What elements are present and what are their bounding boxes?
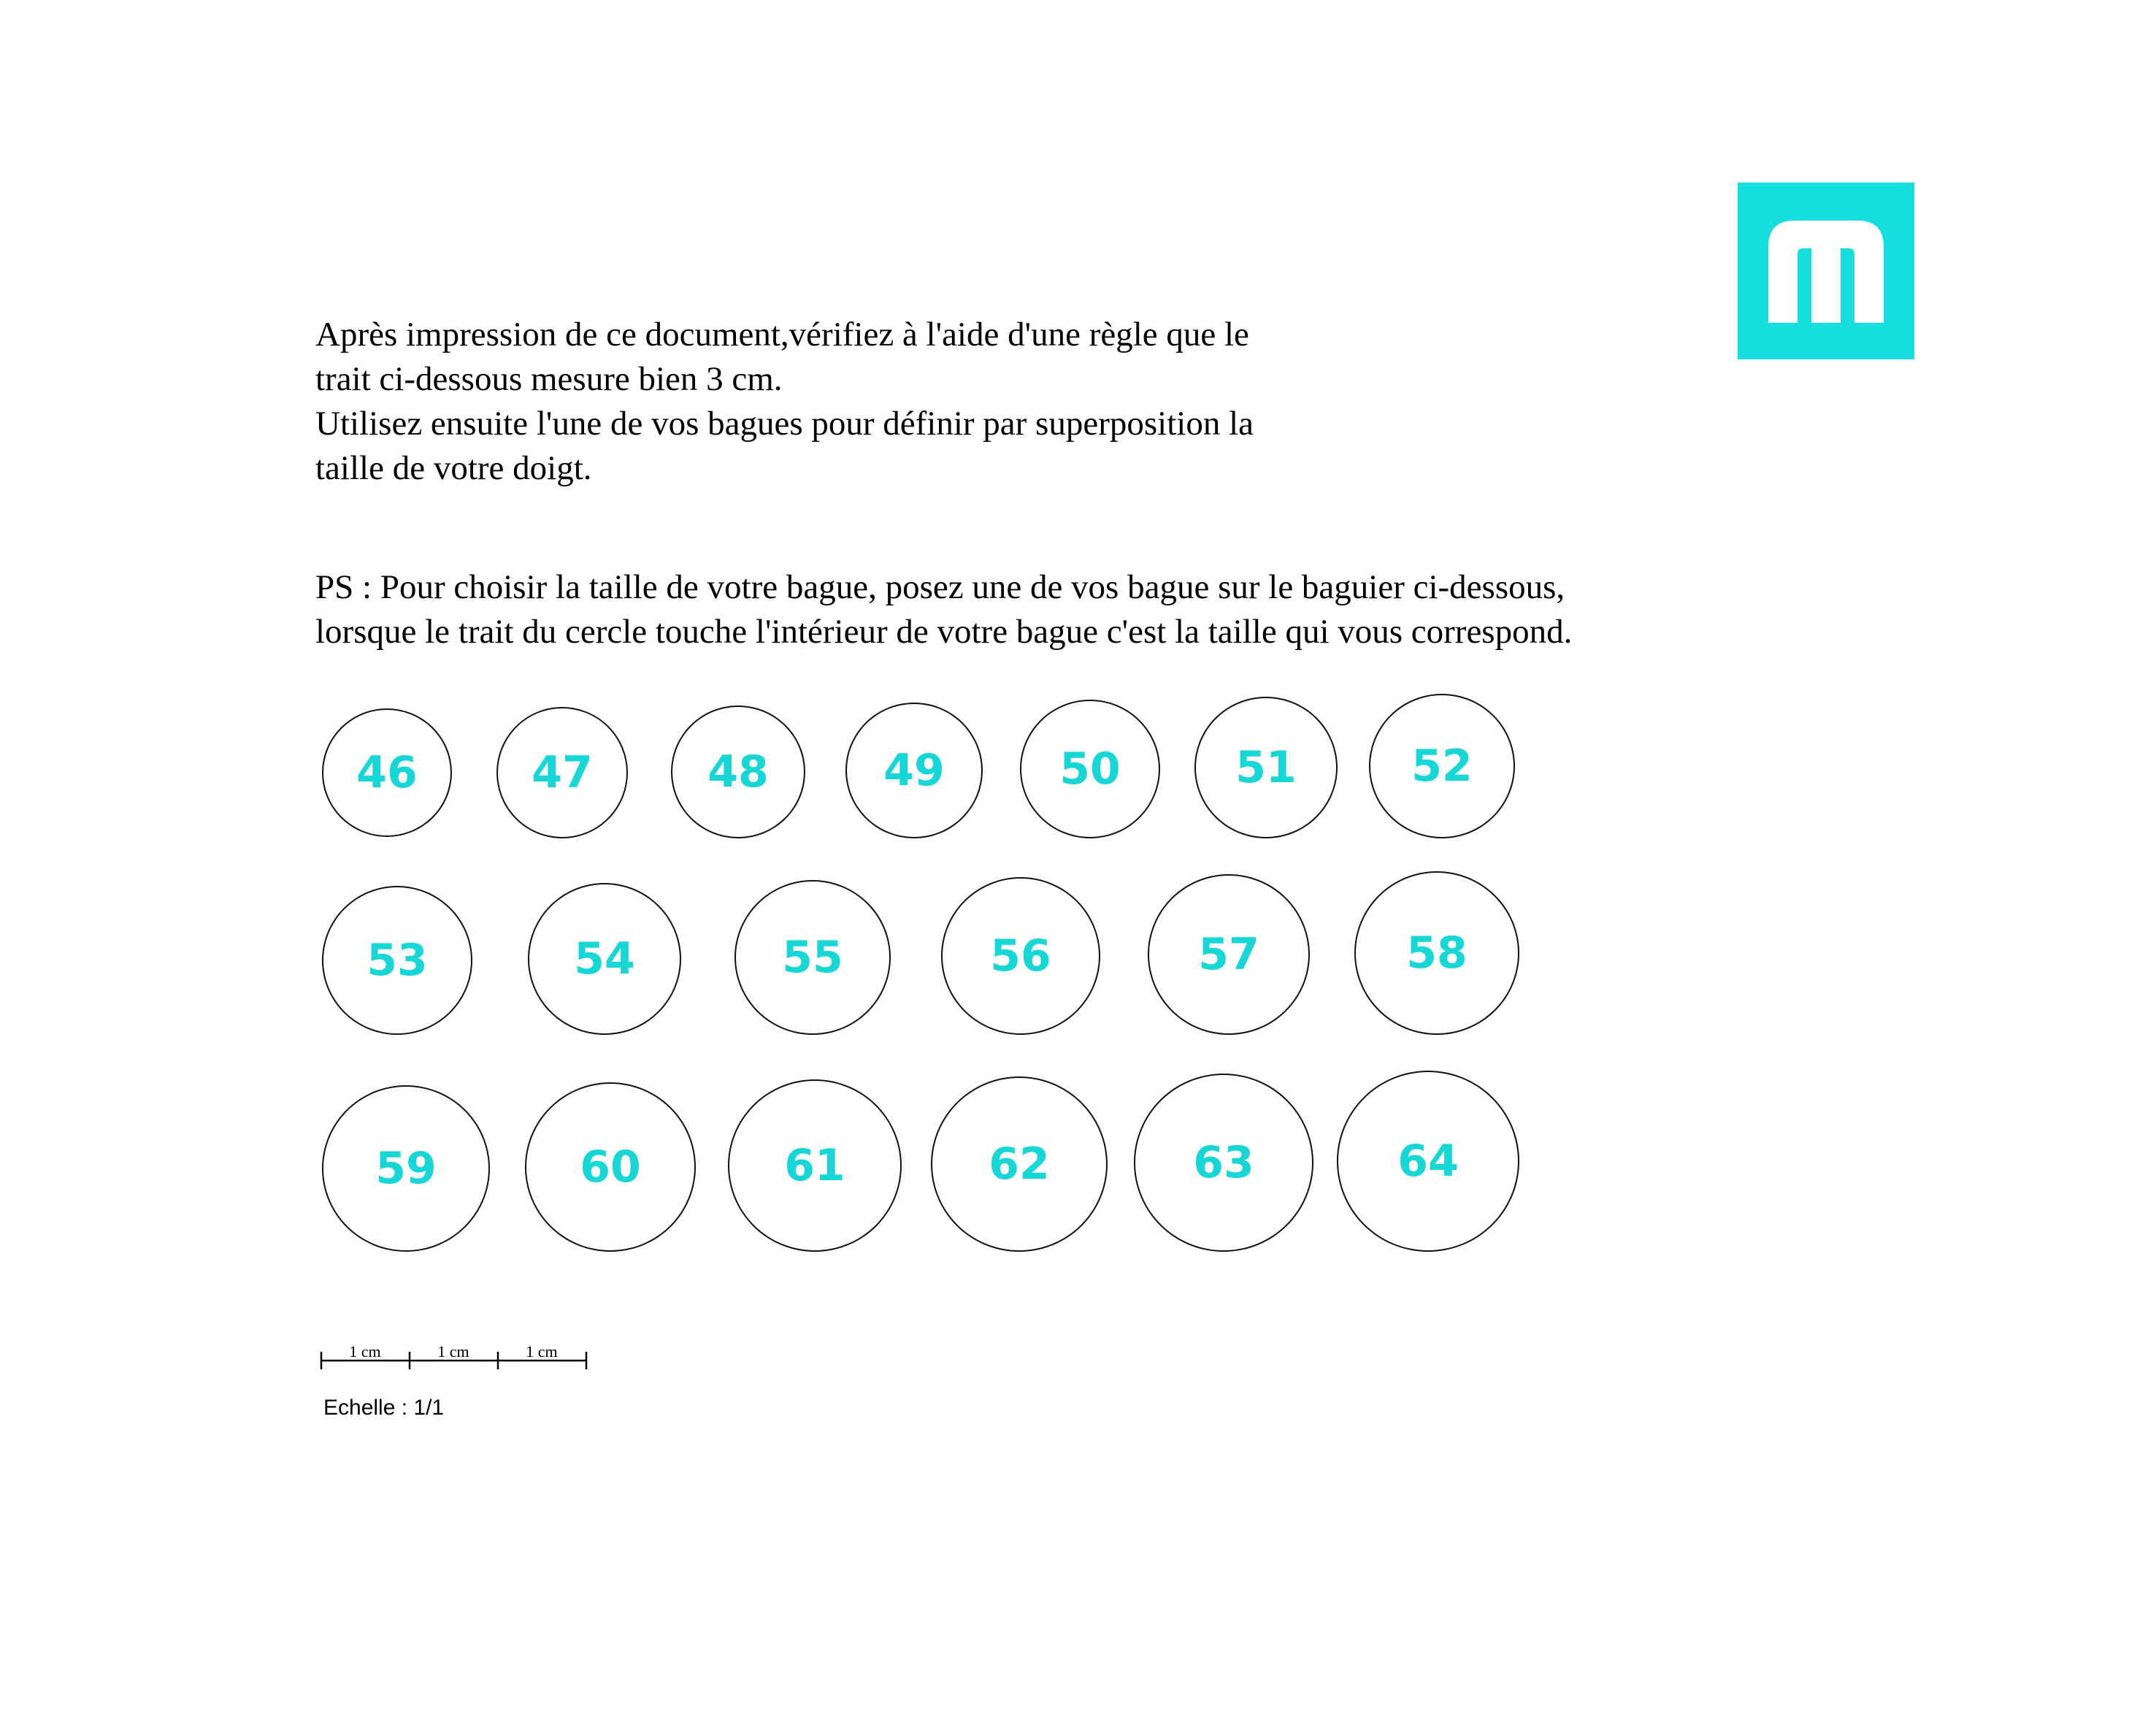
ring-size-56 — [941, 877, 1100, 1035]
ring-size-label: 49 — [883, 745, 945, 796]
ring-size-label: 51 — [1235, 742, 1297, 793]
scale-segment-label: 1 cm — [349, 1342, 381, 1361]
scale-caption: Echelle : 1/1 — [323, 1396, 445, 1420]
ring-size-51 — [1194, 697, 1338, 838]
ring-size-label: 62 — [989, 1139, 1050, 1190]
ring-size-59 — [322, 1085, 490, 1252]
ring-size-label: 57 — [1198, 929, 1259, 980]
ring-size-label: 52 — [1411, 741, 1473, 792]
ring-size-label: 61 — [784, 1140, 845, 1191]
ring-size-46 — [322, 708, 452, 837]
ring-size-label: 46 — [356, 747, 418, 798]
ring-size-55 — [734, 880, 891, 1035]
ring-size-53 — [322, 886, 472, 1035]
ring-size-60 — [525, 1082, 696, 1252]
ring-size-label: 58 — [1406, 927, 1468, 979]
ring-size-57 — [1148, 874, 1310, 1035]
ring-size-54 — [528, 883, 681, 1035]
ring-size-label: 54 — [574, 933, 635, 984]
ring-size-label: 56 — [990, 930, 1051, 982]
ring-size-label: 53 — [367, 935, 428, 986]
m-logo-icon — [1738, 183, 1914, 359]
ring-size-64 — [1337, 1071, 1519, 1252]
ring-size-49 — [845, 703, 983, 838]
ring-size-label: 64 — [1397, 1136, 1459, 1187]
ring-size-48 — [671, 705, 805, 838]
ring-size-58 — [1354, 871, 1519, 1035]
ring-size-label: 55 — [782, 932, 843, 983]
ring-size-label: 47 — [532, 747, 593, 798]
scale-segment-label: 1 cm — [526, 1342, 558, 1361]
scale-segment-label: 1 cm — [437, 1342, 469, 1361]
ring-size-47 — [496, 707, 628, 838]
ring-size-label: 63 — [1193, 1137, 1254, 1188]
ring-size-label: 60 — [580, 1141, 641, 1193]
ring-size-52 — [1369, 694, 1515, 838]
print-instructions: Après impression de ce document,vérifiez à l'aide d'une règle que le trait ci-dessous mesure bien 3 cm. Utilisez ensuite l'une de vos bagues pour définir par superposition la taille de votre doigt. — [315, 315, 1254, 487]
ring-size-50 — [1020, 700, 1160, 838]
ring-size-62 — [931, 1076, 1108, 1252]
ring-size-label: 59 — [375, 1143, 437, 1194]
ring-size-label: 48 — [707, 746, 769, 798]
ring-size-label: 50 — [1059, 743, 1121, 795]
ring-size-61 — [728, 1079, 902, 1252]
ps-instructions: PS : Pour choisir la taille de votre bague, posez une de vos bague sur le baguier ci-dessous, lorsque le trait du cercle touche l'intérieur de votre bague c'est la taille qui vous correspond. — [315, 568, 1573, 651]
ring-size-63 — [1134, 1074, 1313, 1252]
